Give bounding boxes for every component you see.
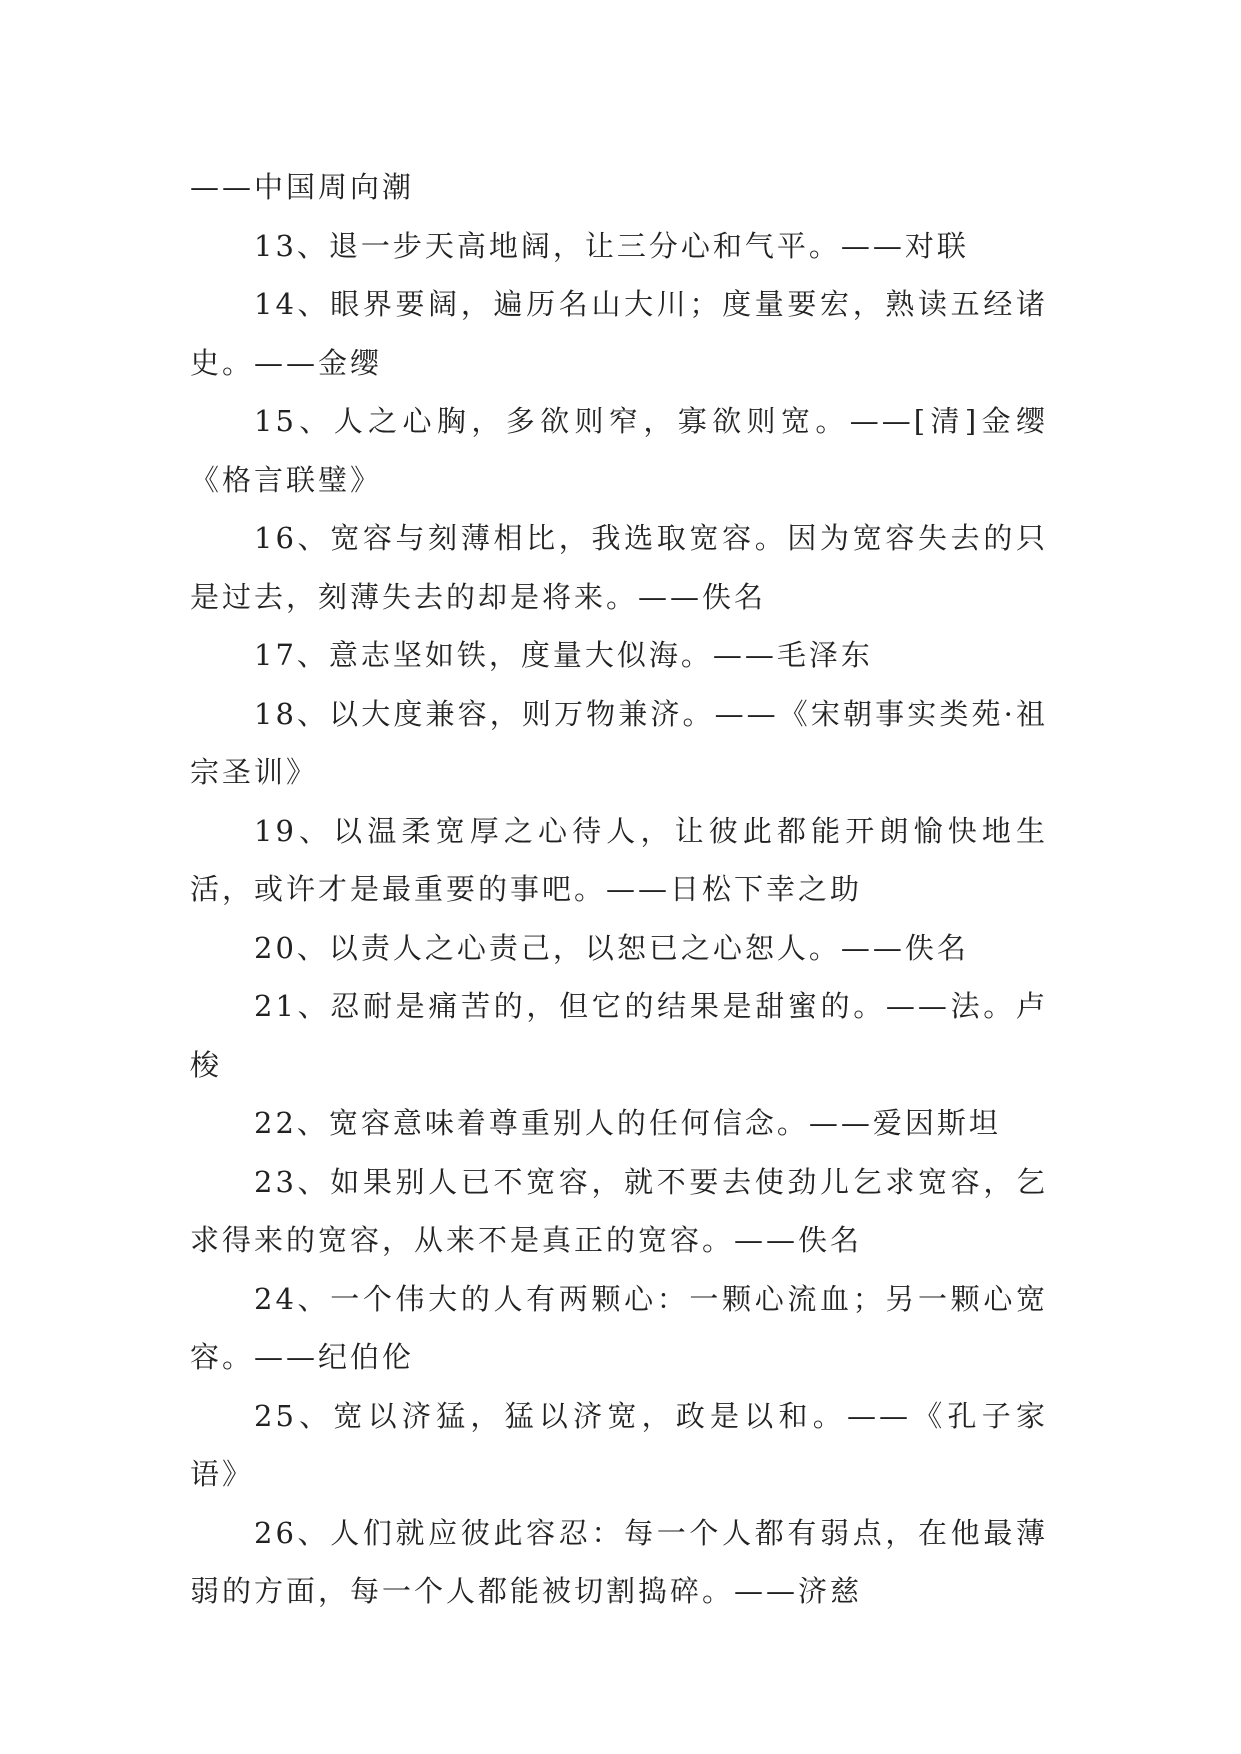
quote-19: 19、以温柔宽厚之心待人，让彼此都能开朗愉快地生活，或许才是最重要的事吧。——日松下幸之助 bbox=[190, 813, 1048, 906]
quote-attribution-continued: ——中国周向潮 bbox=[190, 170, 415, 204]
quote-14: 14、眼界要阔，遍历名山大川；度量要宏，熟读五经诸史。——金缨 bbox=[190, 287, 1048, 380]
quote-18: 18、以大度兼容，则万物兼济。——《宋朝事实类苑·祖宗圣训》 bbox=[190, 696, 1048, 789]
quote-20: 20、以责人之心责己，以恕已之心恕人。——佚名 bbox=[254, 930, 969, 965]
quote-22: 22、宽容意味着尊重别人的任何信念。——爱因斯坦 bbox=[254, 1106, 1001, 1140]
quote-13: 13、退一步天高地阔，让三分心和气平。——对联 bbox=[254, 228, 969, 263]
document-body bbox=[190, 158, 1048, 1621]
quote-25: 25、宽以济猛，猛以济宽，政是以和。——《孔子家语》 bbox=[190, 1398, 1048, 1491]
quote-26: 26、人们就应彼此容忍：每一个人都有弱点，在他最薄弱的方面，每一个人都能被切割捣碎。——济慈 bbox=[190, 1515, 1048, 1608]
quote-23: 23、如果别人已不宽容，就不要去使劲儿乞求宽容，乞求得来的宽容，从来不是真正的宽容。——佚名 bbox=[190, 1164, 1048, 1257]
quote-24: 24、一个伟大的人有两颗心：一颗心流血；另一颗心宽容。——纪伯伦 bbox=[190, 1281, 1048, 1374]
quote-16: 16、宽容与刻薄相比，我选取宽容。因为宽容失去的只是过去，刻薄失去的却是将来。——佚名 bbox=[190, 521, 1048, 614]
quote-15: 15、人之心胸，多欲则窄，寡欲则宽。——[清]金缨《格言联璧》 bbox=[190, 404, 1048, 497]
quote-21: 21、忍耐是痛苦的，但它的结果是甜蜜的。——法。卢梭 bbox=[190, 989, 1048, 1082]
quote-17: 17、意志坚如铁，度量大似海。——毛泽东 bbox=[254, 638, 873, 672]
